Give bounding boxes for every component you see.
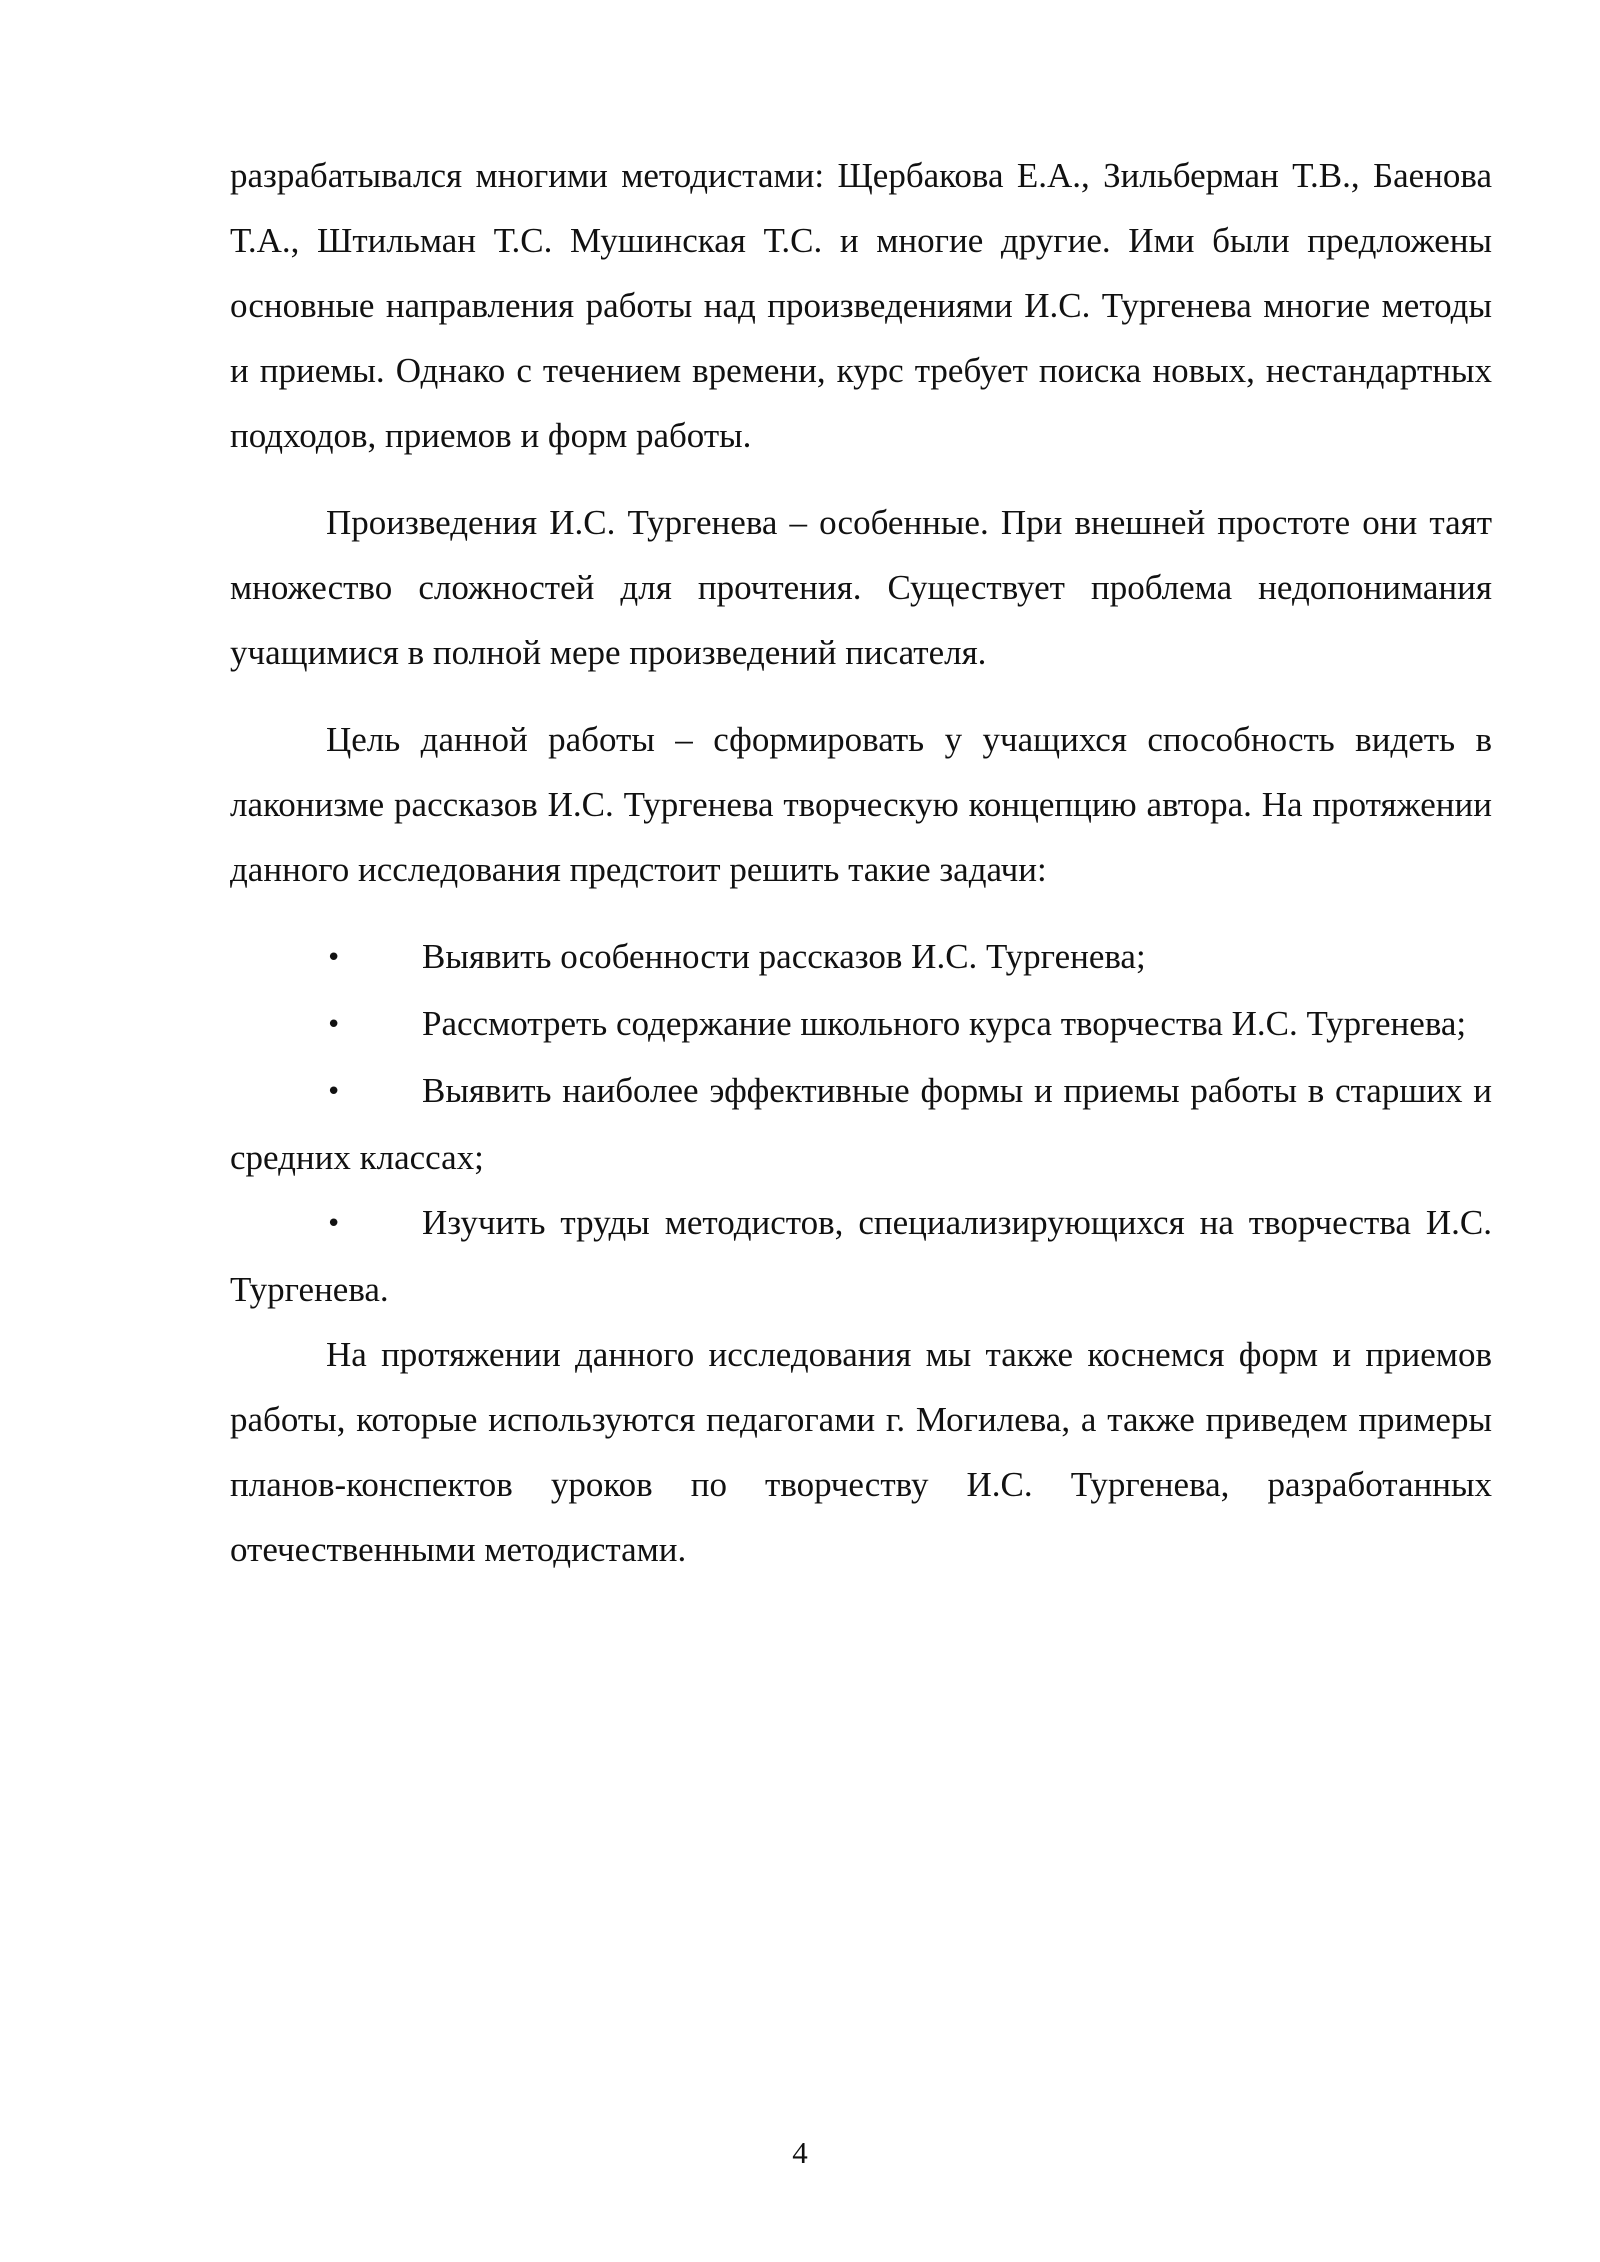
paragraph-goal: Цель данной работы – сформировать у учащихся способность видеть в лаконизме рассказов И.С. Тургенева творческую концепцию автора. На протяжении данного исследования предстоит решить такие задачи: bbox=[230, 720, 1492, 889]
page-number: 4 bbox=[792, 2135, 808, 2170]
paragraph-study-scope: На протяжении данного исследования мы также коснемся форм и приемов работы, которые используются педагогами г. Могилева, а также приведем примеры планов-конспектов уроков по творчеству И.С. Тургенева, разработанных отечественными методистами. bbox=[230, 1335, 1492, 1569]
list-item-text: Рассмотреть содержание школьного курса творчества И.С. Тургенева; bbox=[422, 1004, 1467, 1043]
bullet-icon: • bbox=[326, 1077, 342, 1107]
list-item bbox=[230, 1190, 1492, 1322]
list-item-text: Выявить особенности рассказов И.С. Тургенева; bbox=[422, 937, 1146, 976]
paragraph-turgenev-works: Произведения И.С. Тургенева – особенные. При внешней простоте они таят множество сложностей для прочтения. Существует проблема недопонимания учащимися в полной мере произведений писателя. bbox=[230, 503, 1492, 672]
list-item bbox=[230, 1058, 1492, 1190]
bullet-icon: • bbox=[326, 1209, 342, 1239]
list-item-text: Выявить наиболее эффективные формы и приемы работы в старших и средних классах; bbox=[230, 1071, 1492, 1177]
list-item bbox=[230, 991, 1492, 1058]
bullet-icon: • bbox=[326, 1010, 342, 1040]
document-body bbox=[230, 143, 1492, 1582]
paragraph-methodists: разрабатывался многими методистами: Щербакова Е.А., Зильберман Т.В., Баенова Т.А., Штильман Т.С. Мушинская Т.С. и многие другие. Ими были предложены основные направления работы над произведениями И.С. Тургенева многие методы и приемы. Однако с течением времени, курс требует поиска новых, нестандартных подходов, приемов и форм работы. bbox=[230, 156, 1492, 455]
bullet-icon: • bbox=[326, 943, 342, 973]
list-item bbox=[230, 924, 1492, 991]
list-item-text: Изучить труды методистов, специализирующихся на творчества И.С. Тургенева. bbox=[230, 1203, 1492, 1309]
tasks-list bbox=[230, 924, 1492, 1322]
